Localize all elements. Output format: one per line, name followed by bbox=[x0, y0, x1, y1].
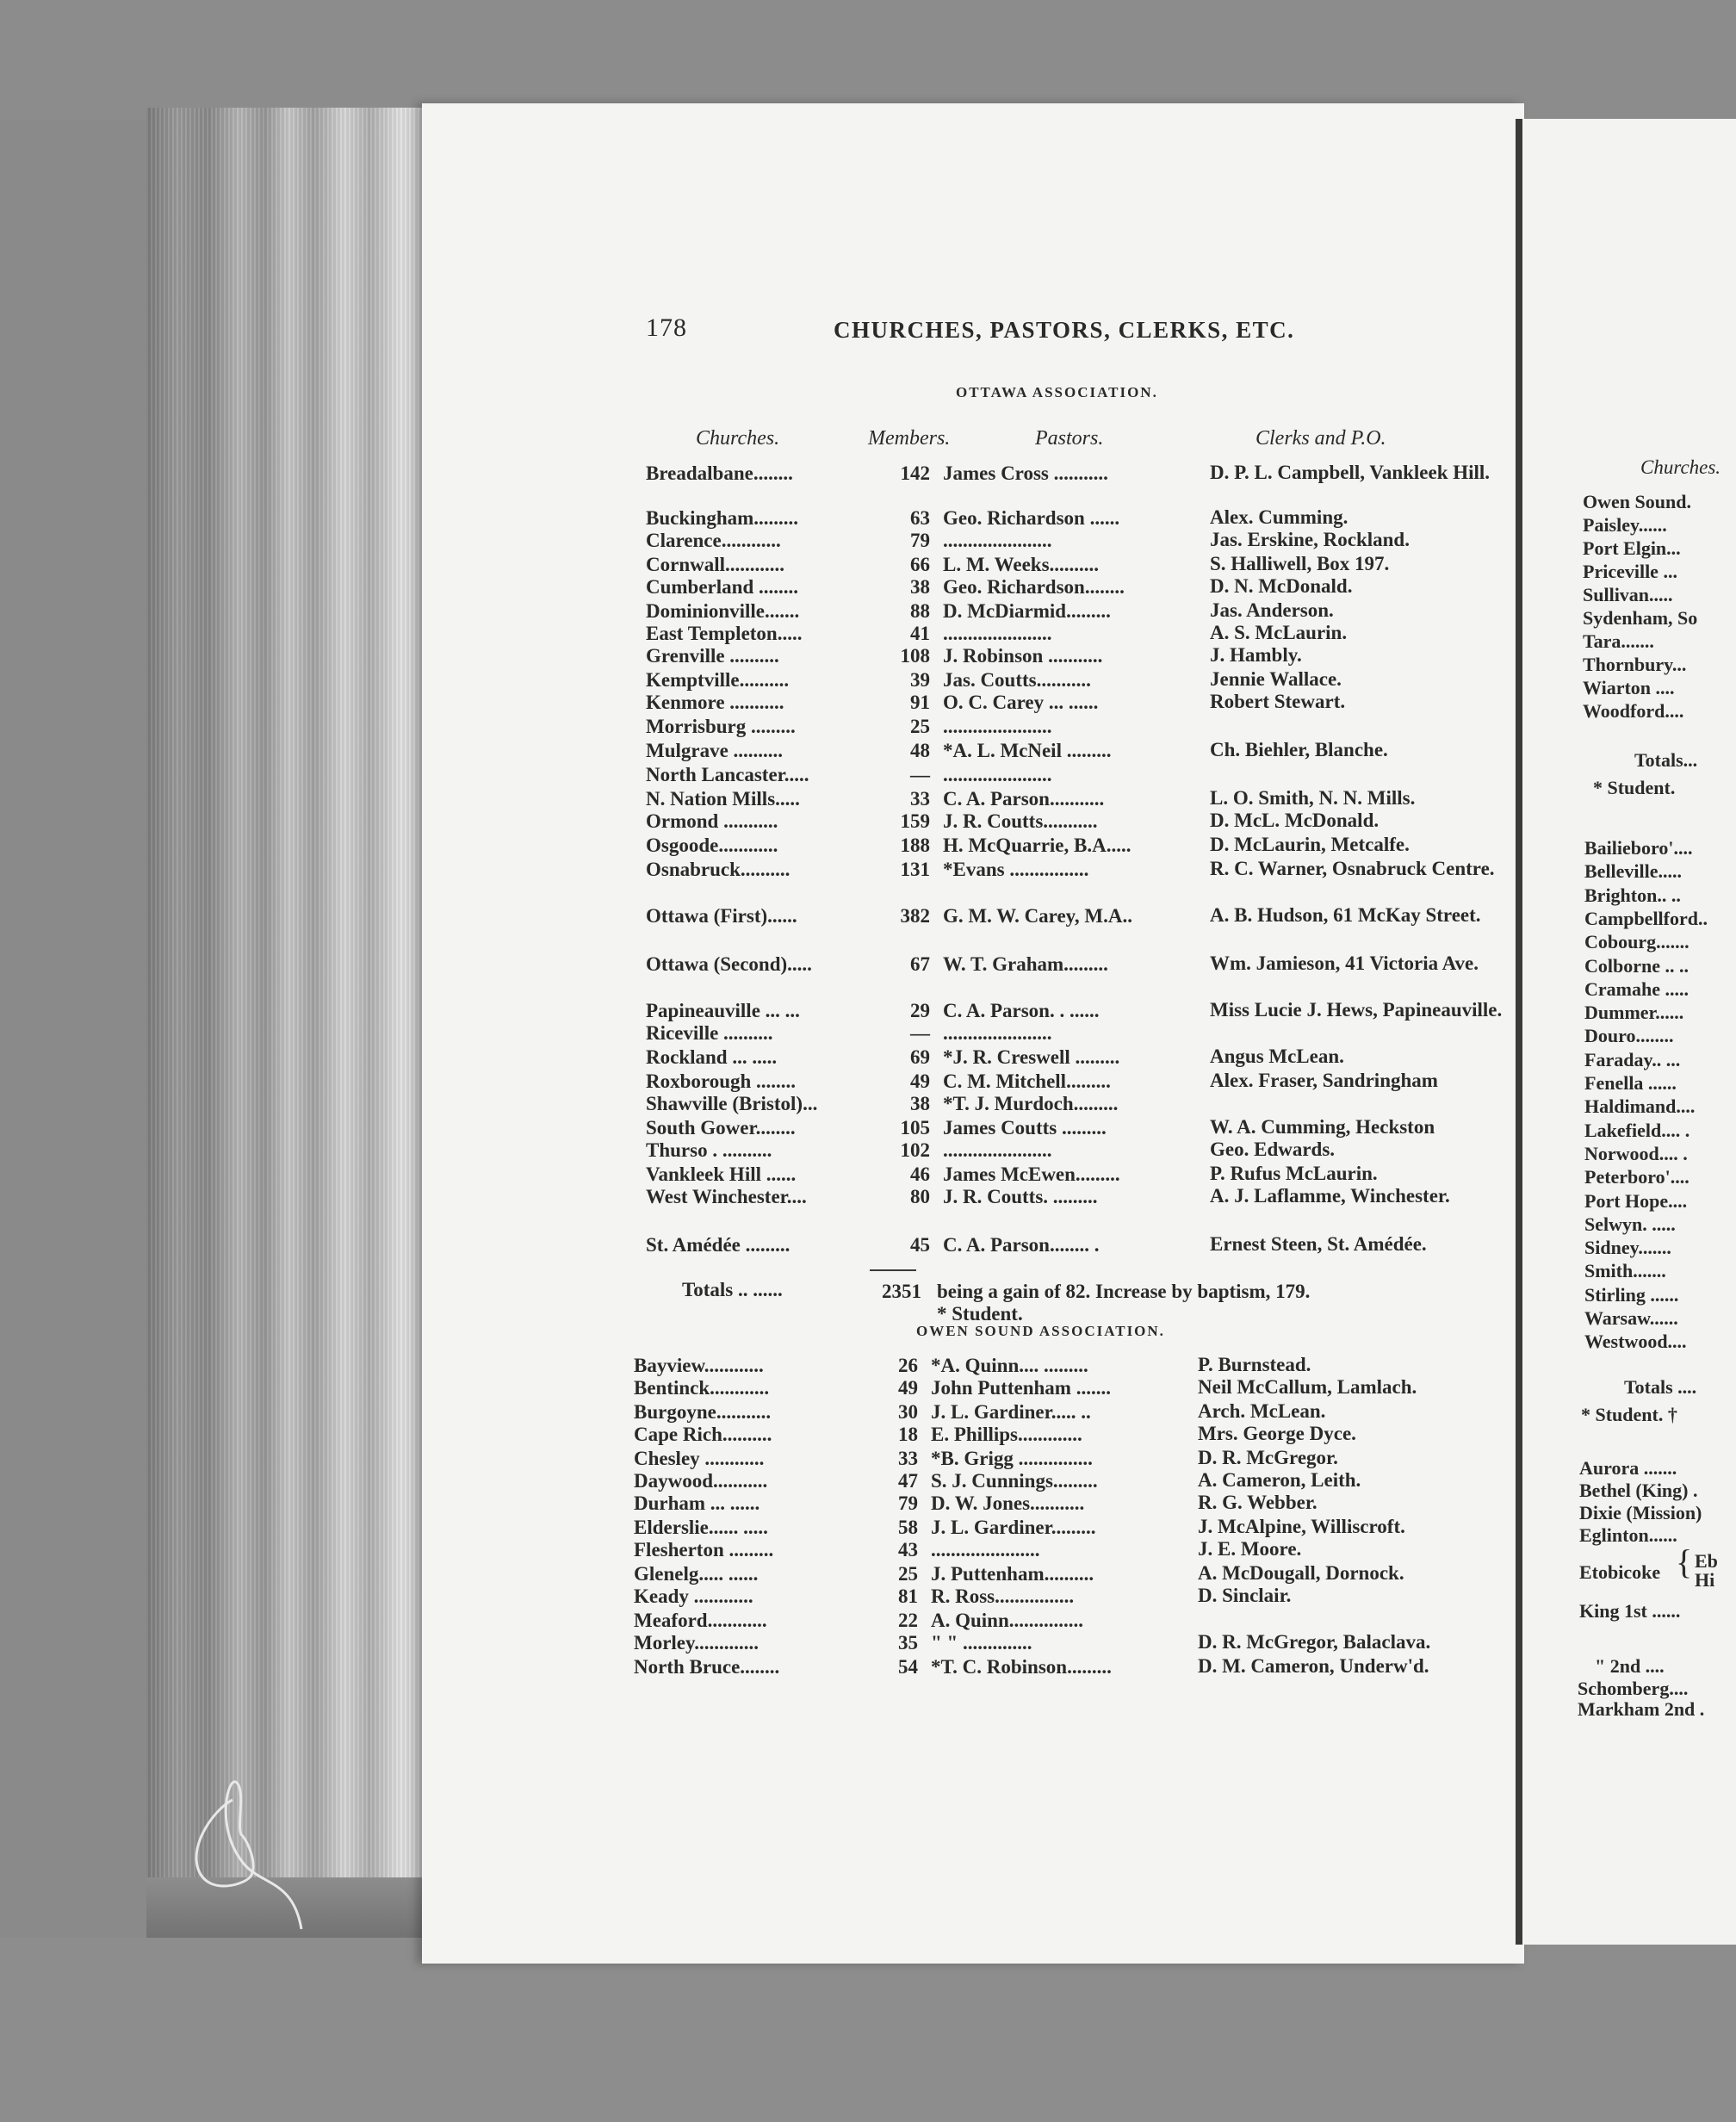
right-page-block2-item: Selwyn. ..... bbox=[1584, 1213, 1676, 1235]
ottawa-clerk: Jas. Anderson. bbox=[1210, 599, 1334, 621]
owen_sound-clerk: R. G. Webber. bbox=[1198, 1492, 1318, 1513]
ottawa-members: — bbox=[910, 764, 930, 785]
page-edges bbox=[146, 108, 456, 1942]
etobicoke-sub-1: Eb bbox=[1695, 1550, 1718, 1572]
ottawa-pastor: O. C. Carey ... ...... bbox=[943, 692, 1099, 713]
ottawa-members: 41 bbox=[910, 623, 930, 644]
ottawa-church: South Gower........ bbox=[646, 1117, 796, 1139]
ottawa-pastor: C. A. Parson........ . bbox=[943, 1234, 1100, 1256]
etobicoke-sub-2: Hi bbox=[1695, 1569, 1715, 1591]
ottawa-members: 39 bbox=[910, 669, 930, 691]
etobicoke-brace: { bbox=[1676, 1542, 1693, 1581]
ottawa-clerk: Robert Stewart. bbox=[1210, 691, 1346, 712]
ottawa-pastor: James Cross ........... bbox=[943, 462, 1108, 484]
right-page-block3-item: Eglinton...... bbox=[1579, 1524, 1677, 1546]
owen_sound-pastor: J. L. Gardiner..... .. bbox=[931, 1401, 1091, 1423]
ottawa-clerk: D. P. L. Campbell, Vankleek Hill. bbox=[1210, 462, 1491, 483]
right-page-block2-item: Peterboro'.... bbox=[1584, 1166, 1690, 1188]
owen_sound-pastor: ...................... bbox=[931, 1539, 1040, 1560]
ottawa-clerk: A. B. Hudson, 61 McKay Street. bbox=[1210, 904, 1481, 926]
ottawa-church: Vankleek Hill ...... bbox=[646, 1163, 797, 1185]
background-bottom bbox=[0, 1938, 1736, 2122]
right-page-king-1st: King 1st ...... bbox=[1579, 1600, 1681, 1622]
owen_sound-church: Bentinck............ bbox=[634, 1377, 770, 1399]
ottawa-totals-value: 2351 bbox=[882, 1281, 921, 1302]
owen_sound-clerk: J. E. Moore. bbox=[1198, 1538, 1302, 1560]
ottawa-members: 38 bbox=[910, 1093, 930, 1114]
ottawa-church: Osgoode............ bbox=[646, 835, 778, 856]
owen_sound-members: 47 bbox=[898, 1470, 918, 1492]
right-page-block2-item: Warsaw...... bbox=[1584, 1307, 1678, 1329]
owen_sound-pastor: A. Quinn............... bbox=[931, 1610, 1084, 1631]
right-page-king-2nd: " 2nd .... bbox=[1595, 1655, 1665, 1677]
ottawa-church: Cumberland ........ bbox=[646, 576, 798, 598]
owen_sound-clerk: D. R. McGregor, Balaclava. bbox=[1198, 1631, 1431, 1653]
owen_sound-church: Bayview............ bbox=[634, 1355, 764, 1376]
ottawa-clerk: Ch. Biehler, Blanche. bbox=[1210, 739, 1388, 760]
ottawa-church: East Templeton..... bbox=[646, 623, 803, 644]
owen_sound-pastor: *B. Grigg ............... bbox=[931, 1448, 1093, 1469]
ottawa-members: 80 bbox=[910, 1186, 930, 1207]
owen_sound-pastor: J. L. Gardiner......... bbox=[931, 1517, 1096, 1538]
ottawa-clerk: Geo. Edwards. bbox=[1210, 1139, 1336, 1160]
owen_sound-pastor: J. Puttenham.......... bbox=[931, 1563, 1094, 1585]
ottawa-church: Roxborough ........ bbox=[646, 1070, 797, 1092]
right-page-block2-item: Smith....... bbox=[1584, 1260, 1666, 1282]
owen_sound-church: Morley............. bbox=[634, 1632, 759, 1654]
right-page-block3-item: Dixie (Mission) bbox=[1579, 1502, 1702, 1523]
right-page-block2-item: Fenella ...... bbox=[1584, 1072, 1677, 1094]
owen_sound-members: 35 bbox=[898, 1632, 918, 1654]
ottawa-association-title: OTTAWA ASSOCIATION. bbox=[956, 384, 1158, 400]
ottawa-clerk: D. McLaurin, Metcalfe. bbox=[1210, 834, 1410, 855]
header-churches: Churches. bbox=[696, 427, 780, 450]
ottawa-pastor: J. R. Coutts. ......... bbox=[943, 1186, 1098, 1207]
ottawa-pastor: H. McQuarrie, B.A..... bbox=[943, 835, 1132, 856]
owen_sound-members: 49 bbox=[898, 1377, 918, 1399]
ottawa-members: 49 bbox=[910, 1070, 930, 1092]
owen_sound-clerk: Mrs. George Dyce. bbox=[1198, 1423, 1356, 1444]
owen_sound-pastor: *A. Quinn.... ......... bbox=[931, 1355, 1088, 1376]
ottawa-clerk: L. O. Smith, N. N. Mills. bbox=[1210, 787, 1416, 809]
right-page-block2-item: Haldimand.... bbox=[1584, 1095, 1696, 1118]
ottawa-clerk: Angus McLean. bbox=[1210, 1045, 1344, 1067]
ottawa-pastor: Geo. Richardson........ bbox=[943, 576, 1125, 598]
right-page-block1-item: Thornbury... bbox=[1583, 654, 1687, 675]
ottawa-clerk: Alex. Fraser, Sandringham bbox=[1210, 1070, 1438, 1091]
owen_sound-church: Daywood........... bbox=[634, 1470, 768, 1492]
right-page-block2-item: Westwood.... bbox=[1584, 1331, 1687, 1353]
ottawa-members: 38 bbox=[910, 576, 930, 598]
right-page-block3-item: Aurora ....... bbox=[1579, 1457, 1677, 1479]
ottawa-pastor: *J. R. Creswell ......... bbox=[943, 1046, 1120, 1068]
right-page-totals-2: Totals .... bbox=[1624, 1376, 1697, 1398]
ottawa-church: Osnabruck.......... bbox=[646, 859, 790, 880]
ottawa-clerk: A. S. McLaurin. bbox=[1210, 622, 1348, 643]
ottawa-pastor: James Coutts ......... bbox=[943, 1117, 1107, 1139]
owen_sound-church: Cape Rich.......... bbox=[634, 1424, 772, 1445]
ottawa-members: 108 bbox=[900, 645, 930, 667]
owen_sound-clerk: P. Burnstead. bbox=[1198, 1354, 1311, 1375]
owen_sound-clerk: D. Sinclair. bbox=[1198, 1585, 1292, 1606]
owen_sound-clerk: Arch. McLean. bbox=[1198, 1400, 1326, 1422]
owen_sound-pastor: *T. C. Robinson......... bbox=[931, 1656, 1112, 1678]
owen_sound-members: 30 bbox=[898, 1401, 918, 1423]
right-page-header: Churches. bbox=[1640, 456, 1721, 478]
right-page-block1-item: Owen Sound. bbox=[1583, 491, 1691, 512]
right-page-block1-item: Woodford.... bbox=[1583, 700, 1684, 722]
right-page-block1-item: Priceville ... bbox=[1583, 561, 1677, 582]
owen_sound-clerk: A. Cameron, Leith. bbox=[1198, 1469, 1361, 1491]
ottawa-members: 105 bbox=[900, 1117, 930, 1139]
ottawa-church: Clarence............ bbox=[646, 530, 781, 551]
owen_sound-members: 25 bbox=[898, 1563, 918, 1585]
ottawa-members: 33 bbox=[910, 788, 930, 810]
owen_sound-pastor: D. W. Jones........... bbox=[931, 1492, 1085, 1514]
header-clerks: Clerks and P.O. bbox=[1256, 427, 1386, 450]
header-pastors: Pastors. bbox=[1035, 427, 1104, 450]
ottawa-members: 29 bbox=[910, 1000, 930, 1021]
owen_sound-church: Flesherton ......... bbox=[634, 1539, 774, 1560]
owen_sound-church: Elderslie...... ..... bbox=[634, 1517, 768, 1538]
ottawa-clerk: Miss Lucie J. Hews, Papineauville. bbox=[1210, 999, 1503, 1021]
right-page-block2-item: Port Hope.... bbox=[1584, 1189, 1688, 1212]
ottawa-church: Riceville .......... bbox=[646, 1022, 773, 1044]
ottawa-members: 48 bbox=[910, 740, 930, 761]
ottawa-clerk: A. J. Laflamme, Winchester. bbox=[1210, 1185, 1450, 1207]
ottawa-pastor: ...................... bbox=[943, 1022, 1052, 1044]
ottawa-church: Papineauville ... ... bbox=[646, 1000, 800, 1021]
right-page-block2-item: Campbellford.. bbox=[1584, 907, 1708, 929]
ottawa-church: Ormond ........... bbox=[646, 810, 778, 832]
right-page-schomberg: Schomberg.... bbox=[1578, 1678, 1689, 1699]
ottawa-clerk: S. Halliwell, Box 197. bbox=[1210, 553, 1390, 574]
owen_sound-pastor: E. Phillips............. bbox=[931, 1424, 1082, 1445]
owen_sound-members: 58 bbox=[898, 1517, 918, 1538]
ottawa-pastor: *Evans ................ bbox=[943, 859, 1089, 880]
owen_sound-pastor: S. J. Cunnings......... bbox=[931, 1470, 1098, 1492]
right-page-block2-item: Colborne .. .. bbox=[1584, 954, 1689, 977]
ottawa-members: 79 bbox=[910, 530, 930, 551]
right-page-block2-item: Cobourg....... bbox=[1584, 931, 1690, 953]
owen_sound-members: 18 bbox=[898, 1424, 918, 1445]
ottawa-members: 142 bbox=[900, 462, 930, 484]
ottawa-members: 66 bbox=[910, 554, 930, 575]
ottawa-members: 67 bbox=[910, 953, 930, 975]
right-page-block1-item: Sydenham, So bbox=[1583, 607, 1698, 629]
right-page-student-2: * Student. † bbox=[1581, 1404, 1677, 1425]
ottawa-totals-note: being a gain of 82. Increase by baptism, 179. bbox=[937, 1281, 1311, 1302]
ottawa-church: Grenville .......... bbox=[646, 645, 779, 667]
owen_sound-church: Burgoyne........... bbox=[634, 1401, 772, 1423]
ottawa-pastor: C. A. Parson........... bbox=[943, 788, 1105, 810]
owen_sound-clerk: D. M. Cameron, Underw'd. bbox=[1198, 1655, 1429, 1677]
right-page-block2-item: Belleville..... bbox=[1584, 860, 1683, 883]
ottawa-members: 188 bbox=[900, 835, 930, 856]
owen_sound-church: Glenelg..... ...... bbox=[634, 1563, 759, 1585]
ottawa-pastor: W. T. Graham......... bbox=[943, 953, 1108, 975]
owen_sound-pastor: John Puttenham ....... bbox=[931, 1377, 1111, 1399]
owen_sound-pastor: " " .............. bbox=[931, 1632, 1032, 1654]
right-page-etobicoke: Etobicoke bbox=[1579, 1561, 1661, 1583]
owen_sound-church: Keady ............ bbox=[634, 1585, 753, 1607]
right-page-block1-item: Tara....... bbox=[1583, 630, 1654, 652]
right-page-block2-item: Douro........ bbox=[1584, 1025, 1674, 1047]
ottawa-pastor: C. M. Mitchell......... bbox=[943, 1070, 1111, 1092]
ottawa-church: Ottawa (Second)..... bbox=[646, 953, 812, 975]
ottawa-clerk: D. McL. McDonald. bbox=[1210, 810, 1380, 831]
owen_sound-pastor: R. Ross................ bbox=[931, 1585, 1075, 1607]
ottawa-church: Kenmore ........... bbox=[646, 692, 784, 713]
ottawa-members: 91 bbox=[910, 692, 930, 713]
owen_sound-members: 81 bbox=[898, 1585, 918, 1607]
owen_sound-church: North Bruce........ bbox=[634, 1656, 780, 1678]
owen_sound-church: Durham ... ...... bbox=[634, 1492, 760, 1514]
header-members: Members. bbox=[868, 427, 951, 450]
totals-rule bbox=[870, 1269, 916, 1271]
ottawa-clerk: W. A. Cumming, Heckston bbox=[1210, 1116, 1435, 1138]
ottawa-church: Buckingham......... bbox=[646, 507, 799, 529]
ottawa-pastor: ...................... bbox=[943, 716, 1052, 737]
pencil-scribble bbox=[189, 1774, 362, 1946]
right-page-markham: Markham 2nd . bbox=[1578, 1698, 1705, 1720]
right-page-block1-item: Sullivan..... bbox=[1583, 584, 1673, 605]
ottawa-clerk: Jennie Wallace. bbox=[1210, 668, 1342, 690]
right-page-block2-item: Norwood.... . bbox=[1584, 1142, 1688, 1164]
ottawa-church: West Winchester.... bbox=[646, 1186, 807, 1207]
owen_sound-members: 43 bbox=[898, 1539, 918, 1560]
ottawa-members: 159 bbox=[900, 810, 930, 832]
ottawa-clerk: Wm. Jamieson, 41 Victoria Ave. bbox=[1210, 952, 1479, 974]
ottawa-church: Rockland ... ..... bbox=[646, 1046, 778, 1068]
ottawa-church: Morrisburg ......... bbox=[646, 716, 796, 737]
right-page-block2-item: Faraday.. ... bbox=[1584, 1048, 1681, 1070]
ottawa-pastor: D. McDiarmid......... bbox=[943, 600, 1111, 622]
ottawa-pastor: G. M. W. Carey, M.A.. bbox=[943, 905, 1132, 927]
ottawa-clerk: R. C. Warner, Osnabruck Centre. bbox=[1210, 858, 1495, 879]
ottawa-members: 25 bbox=[910, 716, 930, 737]
right-page-block1-item: Paisley...... bbox=[1583, 514, 1667, 536]
right-page-block2-item: Stirling ...... bbox=[1584, 1283, 1679, 1306]
ottawa-church: St. Amédée ......... bbox=[646, 1234, 790, 1256]
ottawa-pastor: Geo. Richardson ...... bbox=[943, 507, 1120, 529]
ottawa-church: Thurso . .......... bbox=[646, 1139, 772, 1161]
ottawa-pastor: ...................... bbox=[943, 623, 1052, 644]
ottawa-clerk: D. N. McDonald. bbox=[1210, 575, 1353, 597]
right-page-block2-item: Bailieboro'.... bbox=[1584, 837, 1693, 859]
right-page-block2-item: Cramahe ..... bbox=[1584, 977, 1689, 1000]
right-page-block3-item: Bethel (King) . bbox=[1579, 1480, 1698, 1501]
right-page-block1-item: Wiarton .... bbox=[1583, 677, 1675, 698]
ottawa-pastor: J. Robinson ........... bbox=[943, 645, 1103, 667]
ottawa-pastor: Jas. Coutts........... bbox=[943, 669, 1091, 691]
owen_sound-church: Chesley ............ bbox=[634, 1448, 765, 1469]
owen_sound-clerk: D. R. McGregor. bbox=[1198, 1447, 1338, 1468]
ottawa-clerk: Ernest Steen, St. Amédée. bbox=[1210, 1233, 1427, 1255]
right-page-block2-item: Lakefield.... . bbox=[1584, 1119, 1690, 1141]
ottawa-church: North Lancaster..... bbox=[646, 764, 809, 785]
ottawa-church: Shawville (Bristol)... bbox=[646, 1093, 818, 1114]
ottawa-pastor: C. A. Parson. . ...... bbox=[943, 1000, 1100, 1021]
ottawa-clerk: Jas. Erskine, Rockland. bbox=[1210, 529, 1410, 550]
owen_sound-clerk: A. McDougall, Dornock. bbox=[1198, 1562, 1404, 1584]
ottawa-members: 131 bbox=[900, 859, 930, 880]
ottawa-members: 102 bbox=[900, 1139, 930, 1161]
ottawa-members: 63 bbox=[910, 507, 930, 529]
background-top bbox=[0, 0, 1736, 121]
ottawa-church: Cornwall............ bbox=[646, 554, 784, 575]
right-page-block1-item: Port Elgin... bbox=[1583, 537, 1681, 559]
ottawa-members: — bbox=[910, 1022, 930, 1044]
owen_sound-members: 54 bbox=[898, 1656, 918, 1678]
ottawa-church: Ottawa (First)...... bbox=[646, 905, 797, 927]
ottawa-pastor: ...................... bbox=[943, 764, 1052, 785]
page-number: 178 bbox=[646, 313, 687, 342]
ottawa-church: Kemptville.......... bbox=[646, 669, 790, 691]
ottawa-totals-label: Totals .. ...... bbox=[682, 1279, 783, 1300]
ottawa-members: 69 bbox=[910, 1046, 930, 1068]
ottawa-pastor: ...................... bbox=[943, 1139, 1052, 1161]
right-page-student-1: * Student. bbox=[1593, 777, 1676, 798]
ottawa-pastor: *A. L. McNeil ......... bbox=[943, 740, 1112, 761]
owen_sound-members: 22 bbox=[898, 1610, 918, 1631]
ottawa-clerk: P. Rufus McLaurin. bbox=[1210, 1163, 1378, 1184]
ottawa-clerk: Alex. Cumming. bbox=[1210, 506, 1348, 528]
ottawa-pastor: J. R. Coutts........... bbox=[943, 810, 1098, 832]
ottawa-members: 46 bbox=[910, 1163, 930, 1185]
owen-sound-association-title: OWEN SOUND ASSOCIATION. bbox=[916, 1323, 1165, 1339]
right-page-block2-item: Sidney....... bbox=[1584, 1237, 1671, 1259]
ottawa-pastor: ...................... bbox=[943, 530, 1052, 551]
ottawa-church: N. Nation Mills..... bbox=[646, 788, 800, 810]
owen_sound-clerk: J. McAlpine, Williscroft. bbox=[1198, 1516, 1405, 1537]
ottawa-members: 382 bbox=[900, 905, 930, 927]
ottawa-pastor: *T. J. Murdoch......... bbox=[943, 1093, 1119, 1114]
right-page-block2-item: Brighton.. .. bbox=[1584, 884, 1681, 906]
owen_sound-members: 33 bbox=[898, 1448, 918, 1469]
ottawa-pastor: James McEwen......... bbox=[943, 1163, 1120, 1185]
ottawa-church: Mulgrave .......... bbox=[646, 740, 784, 761]
ottawa-clerk: J. Hambly. bbox=[1210, 644, 1302, 666]
right-page-block2-item: Dummer...... bbox=[1584, 1002, 1684, 1024]
running-title: CHURCHES, PASTORS, CLERKS, ETC. bbox=[834, 317, 1295, 343]
owen_sound-church: Meaford............ bbox=[634, 1610, 767, 1631]
ottawa-church: Dominionville....... bbox=[646, 600, 800, 622]
ottawa-pastor: L. M. Weeks.......... bbox=[943, 554, 1100, 575]
owen_sound-members: 26 bbox=[898, 1355, 918, 1376]
ottawa-members: 45 bbox=[910, 1234, 930, 1256]
right-page-totals-1: Totals... bbox=[1634, 749, 1698, 771]
ottawa-members: 88 bbox=[910, 600, 930, 622]
owen_sound-members: 79 bbox=[898, 1492, 918, 1514]
ottawa-footnote: * Student. bbox=[937, 1303, 1023, 1325]
ottawa-church: Breadalbane........ bbox=[646, 462, 793, 484]
owen_sound-clerk: Neil McCallum, Lamlach. bbox=[1198, 1376, 1417, 1398]
